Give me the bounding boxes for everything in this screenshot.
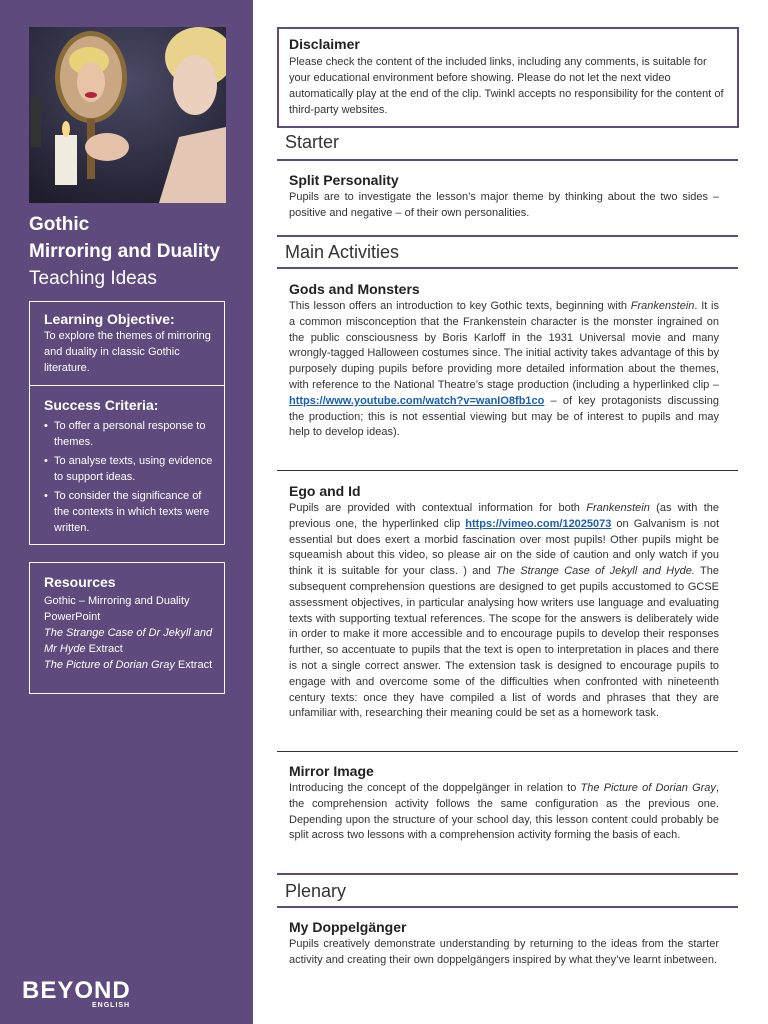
section-main [277,235,738,269]
title-subtitle: Teaching Ideas [29,268,157,289]
list-item: • To analyse texts, using evidence to support ideas. [44,453,216,485]
resources-panel [29,562,225,694]
split-heading: Split Personality [289,172,399,188]
ego-and-id [289,482,719,722]
list-item: • To consider the significance of the contexts in which texts were written. [44,488,216,536]
resource-dorian [44,657,216,673]
ego-text-2: (as with the previous one, the hyperlinked clip [289,502,719,530]
vimeo-link[interactable]: https://vimeo.com/12025073 [465,517,612,530]
gods-text-2: . It is a common misconception that the Frankenstein character is the monster ingrained on the public consciousness by Boris Karloff in the 1931 Universal movie and many wrongly-tagged Halloween costumes since. The initial activity takes advantage of this by purposely duping pupils before providing more detailed information about the themes, with reference to the National Theatre’s stage production (including a hyperlinked clip – [289,300,719,391]
learning-objective-heading: Learning Objective: [44,311,175,327]
sidebar-title [29,211,244,292]
resources-heading: Resources [44,574,116,590]
youtube-link[interactable]: https://www.youtube.com/watch?v=wanIO8fb1co [289,394,545,407]
section-plenary-title: Plenary [285,881,347,901]
learning-objective-text: To explore the themes of mirroring and duality in classic Gothic literature. [44,330,211,374]
learning-objective-panel [29,301,225,385]
gods-heading: Gods and Monsters [289,281,420,297]
mirror-heading: Mirror Image [289,763,374,779]
success-criteria-list [44,418,216,536]
disclaimer-text: Please check the content of the included links, including any comments, is suitable for your educational environment before showing. Please do not let the next video automatically play at the end of the clip. Twinkl accepts no responsibility for the content of third-party websites. [289,56,724,116]
doppel-heading: My Doppelgänger [289,919,407,935]
hero-image [29,27,226,203]
success-criteria-heading: Success Criteria: [44,397,159,413]
disclaimer-box [277,27,739,128]
section-starter [277,130,738,161]
gods-text [289,299,719,441]
resource-jekyll-suffix: Extract [85,643,123,655]
mirror-image [289,762,719,844]
gods-text-em: Frankenstein [630,300,695,312]
resource-dorian-suffix: Extract [174,659,213,671]
mirror-text-1: Introducing the concept of the doppelgänger in relation to [289,782,581,794]
ego-text-em1: Frankenstein [586,502,650,514]
section-plenary [277,873,738,908]
ego-text [289,501,719,722]
divider [277,751,738,752]
logo-word: BEYOND [22,977,131,1004]
divider [277,470,738,471]
list-item: • To offer a personal response to themes. [44,418,216,450]
title-mirroring: Mirroring and Duality [29,241,221,262]
gods-and-monsters [289,280,719,441]
beyond-logo [22,977,131,1009]
logo-sub: ENGLISH [92,1002,131,1009]
ego-text-1: Pupils are provided with contextual information for both [289,502,587,514]
my-doppelganger [289,918,719,969]
ego-text-em2: The Strange Case of Jekyll and Hyde. [495,565,695,578]
disclaimer-heading: Disclaimer [289,36,360,52]
doppel-text: Pupils creatively demonstrate understanding by returning to the ideas from the starter activity and creating their own doppelgängers inspired by what they’ve learnt inbetween. [289,938,719,966]
section-starter-title: Starter [285,132,340,152]
resource-dorian-title: The Picture of Dorian Gray [44,659,175,671]
success-criteria-panel [29,385,225,545]
ego-text-3: on Galvanism is not essential but does exert a morbid fascination over most pupils! Other pupils might be squeamish about this video, so please air on the side of caution and only watch if you think it is suitable for your class. ) and [289,517,719,578]
mirror-text [289,781,719,844]
gods-text-3: – of key protagonists discussing the production; this is not essential viewing but may be of interest to pupils and may help to develop ideas). [289,394,719,439]
ego-heading: Ego and Id [289,483,361,499]
split-text: Pupils are to investigate the lesson’s major theme by thinking about the two sides – positive and negative – of their own personalities. [289,191,719,219]
title-gothic: Gothic [29,214,90,235]
ego-text-4: The subsequent comprehension questions are designed to get pupils accustomed to GCSE assessment objectives, in particular analysing how writers use language and evaluating texts with supporting textual references. The scope for the answers is deliberately wide in order to make it more accessible and to encourage pupils to develop their responses further, so accentuate to pupils that the text is open to interpretation in places and there is not a single correct answer. The extension task is designed to encourage pupils to engage with and overcome some of the difficulties when confronted with nineteenth century texts: once they have compiled a list of words and phrases that they are unfamiliar with, researching their meaning could be set as a homework task. [289,565,720,720]
mirror-text-em: The Picture of Dorian Gray [580,782,716,794]
resource-jekyll [44,625,216,657]
mirror-text-2: , the comprehension activity follows the same configuration as the previous one. Depending upon the structure of your school day, this lesson content could probably be split across two lessons with a comprehension activity forming the basis of each. [289,782,719,842]
section-main-title: Main Activities [285,242,400,262]
resource-jekyll-title: The Strange Case of Dr Jekyll and Mr Hyde [44,627,213,655]
split-personality [289,171,719,222]
gods-text-1: This lesson offers an introduction to key Gothic texts, beginning with [289,300,631,312]
resource-powerpoint: Gothic – Mirroring and Duality PowerPoint [44,595,190,623]
